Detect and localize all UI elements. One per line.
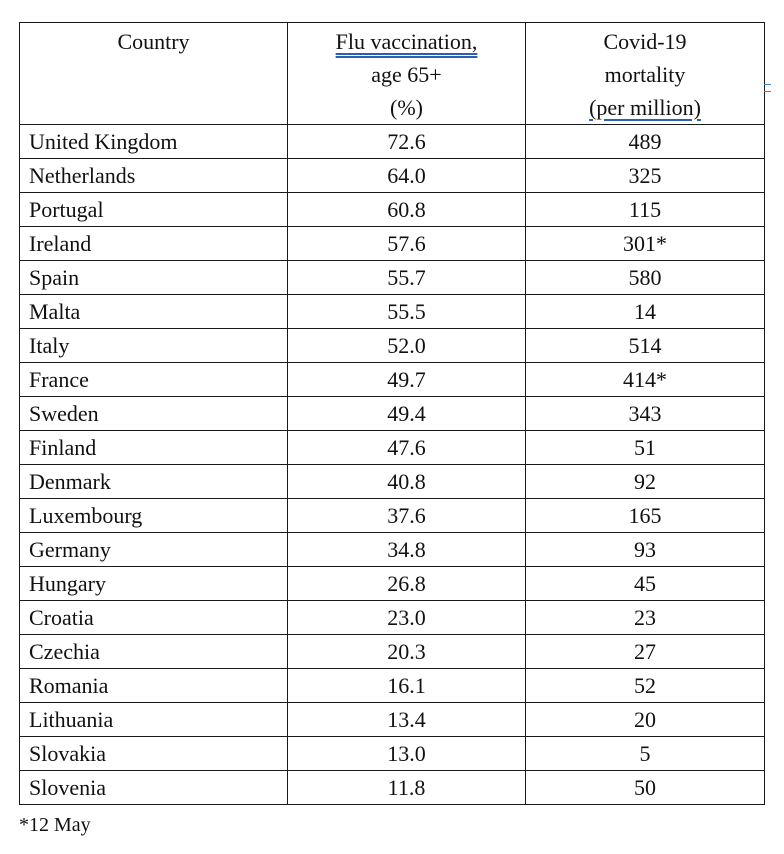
cell-covid-mortality: 50 xyxy=(526,771,765,805)
table-body xyxy=(20,125,765,805)
cell-flu-vaccination: 13.0 xyxy=(288,737,526,771)
header-covid-mortality xyxy=(526,23,765,125)
table-row xyxy=(20,295,765,329)
cell-flu-vaccination: 49.7 xyxy=(288,363,526,397)
cell-flu-vaccination: 23.0 xyxy=(288,601,526,635)
cell-flu-vaccination: 60.8 xyxy=(288,193,526,227)
table-row xyxy=(20,635,765,669)
cell-country: Lithuania xyxy=(20,703,288,737)
cell-country: Ireland xyxy=(20,227,288,261)
cell-covid-mortality: 165 xyxy=(526,499,765,533)
cell-flu-vaccination: 55.7 xyxy=(288,261,526,295)
proofing-mark xyxy=(764,84,771,92)
table-row xyxy=(20,431,765,465)
table-row xyxy=(20,465,765,499)
header-covid-line1: Covid-19 xyxy=(603,29,687,54)
cell-country: Slovenia xyxy=(20,771,288,805)
cell-covid-mortality: 301* xyxy=(526,227,765,261)
cell-flu-vaccination: 49.4 xyxy=(288,397,526,431)
cell-country: Sweden xyxy=(20,397,288,431)
cell-covid-mortality: 514 xyxy=(526,329,765,363)
cell-country: Romania xyxy=(20,669,288,703)
cell-flu-vaccination: 16.1 xyxy=(288,669,526,703)
cell-flu-vaccination: 26.8 xyxy=(288,567,526,601)
cell-covid-mortality: 414* xyxy=(526,363,765,397)
header-flu-line3: (%) xyxy=(390,95,423,120)
cell-covid-mortality: 14 xyxy=(526,295,765,329)
cell-covid-mortality: 51 xyxy=(526,431,765,465)
cell-country: France xyxy=(20,363,288,397)
cell-covid-mortality: 52 xyxy=(526,669,765,703)
cell-country: Germany xyxy=(20,533,288,567)
cell-country: United Kingdom xyxy=(20,125,288,159)
cell-covid-mortality: 20 xyxy=(526,703,765,737)
table-row xyxy=(20,227,765,261)
table-row xyxy=(20,737,765,771)
cell-country: Finland xyxy=(20,431,288,465)
cell-covid-mortality: 5 xyxy=(526,737,765,771)
footnote: *12 May xyxy=(19,814,91,836)
cell-country: Czechia xyxy=(20,635,288,669)
cell-flu-vaccination: 40.8 xyxy=(288,465,526,499)
cell-covid-mortality: 489 xyxy=(526,125,765,159)
cell-country: Italy xyxy=(20,329,288,363)
header-flu-line1: Flu vaccination, xyxy=(335,29,478,54)
header-flu-line2: age 65+ xyxy=(371,62,442,87)
header-covid-line3: (per million) xyxy=(589,95,701,120)
table-row xyxy=(20,703,765,737)
table-row xyxy=(20,669,765,703)
header-country xyxy=(20,23,288,125)
table-row xyxy=(20,601,765,635)
cell-covid-mortality: 27 xyxy=(526,635,765,669)
cell-covid-mortality: 325 xyxy=(526,159,765,193)
cell-flu-vaccination: 72.6 xyxy=(288,125,526,159)
cell-flu-vaccination: 52.0 xyxy=(288,329,526,363)
header-covid-line2: mortality xyxy=(604,62,686,87)
cell-country: Netherlands xyxy=(20,159,288,193)
cell-flu-vaccination: 11.8 xyxy=(288,771,526,805)
cell-flu-vaccination: 37.6 xyxy=(288,499,526,533)
table-row xyxy=(20,771,765,805)
cell-country: Spain xyxy=(20,261,288,295)
header-country-label: Country xyxy=(117,29,190,54)
table-row xyxy=(20,567,765,601)
table-row xyxy=(20,159,765,193)
cell-flu-vaccination: 13.4 xyxy=(288,703,526,737)
cell-covid-mortality: 92 xyxy=(526,465,765,499)
cell-covid-mortality: 93 xyxy=(526,533,765,567)
table-row xyxy=(20,261,765,295)
table-row xyxy=(20,125,765,159)
cell-country: Slovakia xyxy=(20,737,288,771)
header-flu-vaccination xyxy=(288,23,526,125)
cell-covid-mortality: 580 xyxy=(526,261,765,295)
table-row xyxy=(20,329,765,363)
cell-country: Hungary xyxy=(20,567,288,601)
cell-flu-vaccination: 57.6 xyxy=(288,227,526,261)
table-row xyxy=(20,499,765,533)
cell-country: Denmark xyxy=(20,465,288,499)
cell-flu-vaccination: 34.8 xyxy=(288,533,526,567)
table-row xyxy=(20,397,765,431)
cell-flu-vaccination: 20.3 xyxy=(288,635,526,669)
header-row xyxy=(20,23,765,125)
cell-flu-vaccination: 47.6 xyxy=(288,431,526,465)
cell-covid-mortality: 23 xyxy=(526,601,765,635)
cell-flu-vaccination: 55.5 xyxy=(288,295,526,329)
cell-country: Portugal xyxy=(20,193,288,227)
cell-country: Croatia xyxy=(20,601,288,635)
table-row xyxy=(20,533,765,567)
cell-covid-mortality: 343 xyxy=(526,397,765,431)
table-row xyxy=(20,193,765,227)
cell-covid-mortality: 45 xyxy=(526,567,765,601)
table-row xyxy=(20,363,765,397)
vaccination-mortality-table xyxy=(19,22,765,805)
cell-flu-vaccination: 64.0 xyxy=(288,159,526,193)
cell-country: Luxembourg xyxy=(20,499,288,533)
cell-covid-mortality: 115 xyxy=(526,193,765,227)
cell-country: Malta xyxy=(20,295,288,329)
